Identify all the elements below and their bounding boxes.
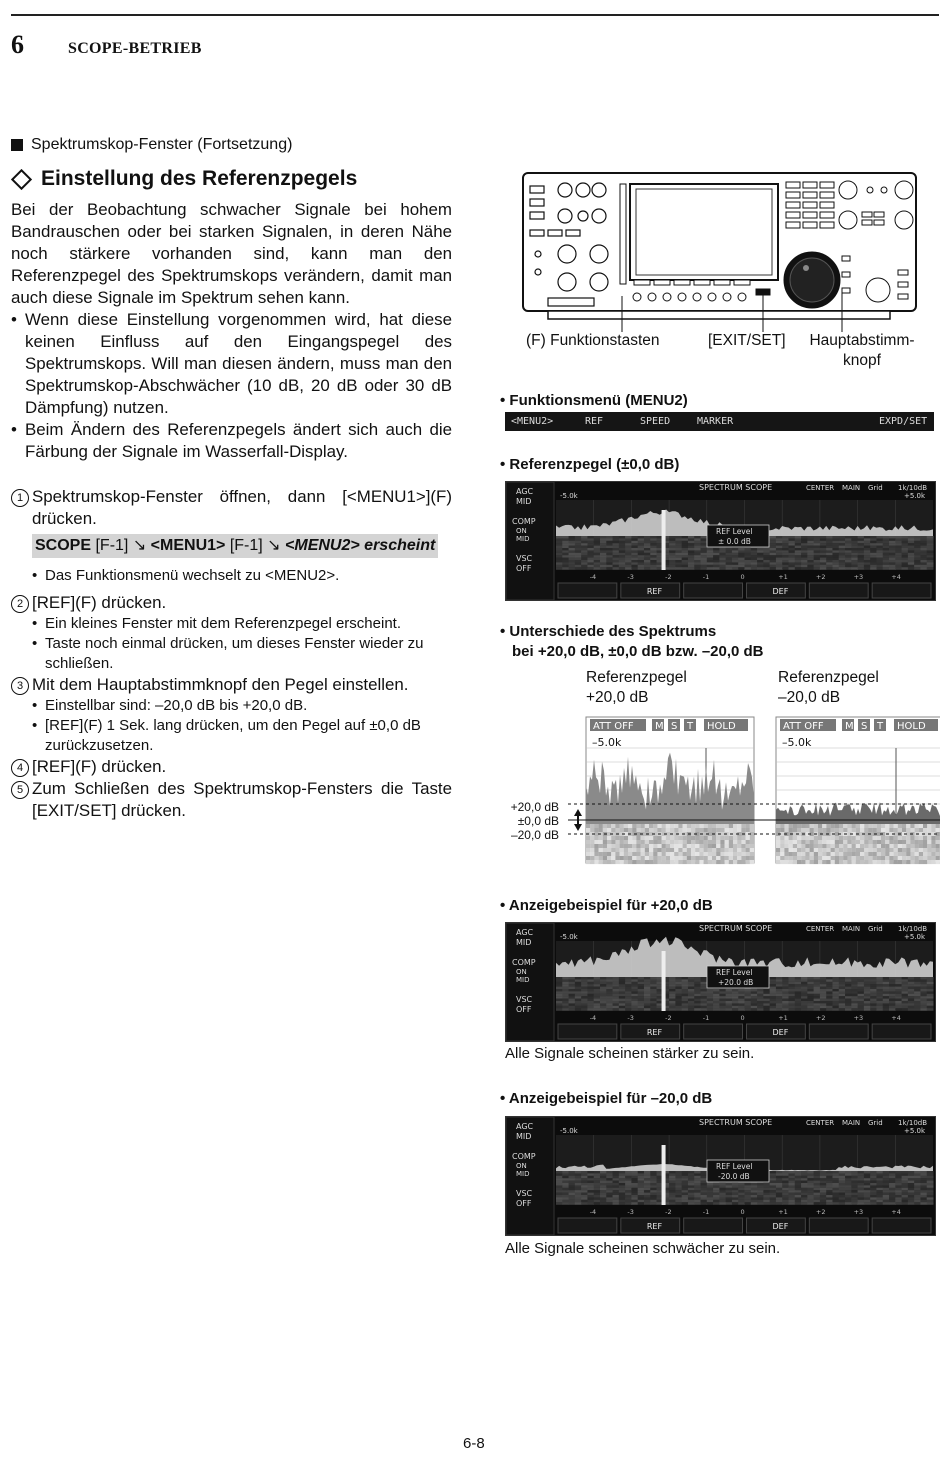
- level-plus-label: +20,0 dB: [510, 800, 559, 814]
- chapter-title: SCOPE-BETRIEB: [68, 40, 202, 57]
- agc-label: AGC: [516, 487, 534, 496]
- scope-screen-minus: [505, 1116, 936, 1236]
- freq-tick: -4: [589, 573, 597, 581]
- freq-tick: -1: [702, 1014, 710, 1022]
- vsc-label: VSC: [516, 995, 533, 1004]
- ref-heading: • Referenzpegel (±0,0 dB): [500, 456, 680, 473]
- ref-level-value: +20.0 dB: [718, 978, 754, 987]
- ref-level-label: REF Level: [716, 1162, 753, 1171]
- comp-label: COMP: [512, 958, 536, 967]
- grid-label: Grid: [868, 925, 883, 933]
- function-keys-label: (F) Funktionstasten: [526, 332, 660, 349]
- t-badge: T: [877, 721, 884, 732]
- def-button: DEF: [772, 1028, 789, 1037]
- freq-tick: -1: [702, 573, 710, 581]
- freq-tick: 0: [740, 1014, 745, 1022]
- header-rule: [11, 14, 939, 16]
- example-plus-heading: • Anzeigebeispiel für +20,0 dB: [500, 897, 713, 914]
- center-label: CENTER: [806, 925, 835, 933]
- intro-paragraph: Bei der Beobachtung schwacher Signale bei hohem Bandrauschen oder bei starken Signalen, in deren Nähe noch stärkere vorhanden sind, kann man den Referenzpegel des Spektrumskops verändern, damit man auch diese Signale im Spektrum sehen kann.: [11, 200, 452, 307]
- arrow-up-icon: [574, 809, 582, 816]
- ref-level-value: -20.0 dB: [718, 1172, 750, 1181]
- spectrum-comparison-diagram: [560, 716, 940, 866]
- menu2-key-speed[interactable]: SPEED: [640, 416, 671, 427]
- level-minus-label: –20,0 dB: [510, 828, 559, 842]
- span-label: –5.0k: [782, 736, 812, 749]
- scope-screen-zero: [505, 481, 936, 601]
- freq-tick: 0: [740, 573, 745, 581]
- menu2-key-ref[interactable]: REF: [585, 416, 604, 427]
- step-5: 5 Zum Schließen des Spektrumskop-Fensters die Taste [EXIT/SET] drücken.: [11, 778, 452, 822]
- freq-tick: +1: [778, 1014, 788, 1022]
- steps-list: [11, 486, 452, 822]
- step-4: 4 [REF](F) drücken.: [11, 756, 452, 778]
- step-note: • Einstellbar sind: –20,0 dB bis +20,0 dB.: [32, 697, 308, 714]
- ref-button: REF: [646, 1028, 663, 1037]
- diff-heading: • Unterschiede des Spektrums bei +20,0 dB, ±0,0 dB bzw. –20,0 dB: [500, 623, 764, 660]
- chapter-number: 6: [11, 30, 24, 59]
- left-span: -5.0k: [560, 1127, 578, 1135]
- freq-tick: -3: [627, 573, 634, 581]
- comp-on: ON: [516, 968, 527, 976]
- comp-label: COMP: [512, 1152, 536, 1161]
- agc-value: MID: [516, 497, 532, 506]
- def-button: DEF: [772, 1222, 789, 1231]
- bullet-item: • Wenn diese Einstellung vorgenommen wird, hat diese keinen Einfluss auf den Eingangspegel des Spektrumskops. Will man diesen ändern, muss man den Spektrumskop-Abschwächer (10 dB, 20 dB oder 30 dB Dämpfung) nutzen.: [11, 310, 452, 417]
- square-bullet-icon: [11, 139, 23, 151]
- t-badge: T: [687, 721, 694, 732]
- agc-label: AGC: [516, 928, 534, 937]
- ref-level-value: ± 0.0 dB: [718, 537, 751, 546]
- vsc-value: OFF: [516, 564, 532, 573]
- comp-value: MID: [516, 1170, 530, 1178]
- intro-bullets: [11, 309, 452, 463]
- freq-tick: -3: [627, 1208, 634, 1216]
- menu2-bar: [505, 412, 934, 431]
- subsection-title: Einstellung des Referenzpegels: [11, 167, 357, 191]
- freq-tick: -4: [589, 1014, 597, 1022]
- scale-label: 1k/10dB: [898, 925, 928, 933]
- freq-tick: +2: [815, 573, 826, 581]
- freq-tick: +4: [891, 1014, 901, 1022]
- freq-tick: +1: [778, 1208, 788, 1216]
- step-note: • [REF](F) 1 Sek. lang drücken, um den Pegel auf ±0,0 dB zurückzusetzen.: [32, 717, 421, 754]
- example-plus-caption: Alle Signale scheinen stärker zu sein.: [505, 1045, 755, 1062]
- freq-tick: +4: [891, 1208, 901, 1216]
- s-badge: S: [861, 721, 868, 732]
- s-badge: S: [671, 721, 678, 732]
- center-label: CENTER: [806, 1119, 835, 1127]
- diff-label-left: Referenzpegel +20,0 dB: [586, 669, 687, 706]
- left-span: -5.0k: [560, 933, 578, 941]
- freq-tick: +3: [853, 573, 864, 581]
- agc-value: MID: [516, 1132, 532, 1141]
- step-3: 3 Mit dem Hauptabstimmknopf den Pegel einstellen.: [11, 674, 452, 696]
- menu2-heading: • Funktionsmenü (MENU2): [500, 392, 688, 409]
- page-number: 6-8: [463, 1435, 485, 1452]
- step-1: 1 Spektrumskop-Fenster öffnen, dann [<MENU1>](F) drücken.: [11, 486, 452, 530]
- diff-label-right: Referenzpegel –20,0 dB: [778, 669, 879, 706]
- main-label: MAIN: [842, 1119, 861, 1127]
- vsc-label: VSC: [516, 554, 533, 563]
- main-label: MAIN: [842, 925, 861, 933]
- freq-tick: +3: [853, 1014, 864, 1022]
- main-dial-label: Hauptabstimm- knopf: [809, 332, 915, 369]
- freq-tick: +2: [815, 1014, 826, 1022]
- freq-tick: -2: [665, 1014, 672, 1022]
- vsc-label: VSC: [516, 1189, 533, 1198]
- arrow-down-icon: [574, 824, 582, 831]
- freq-tick: +3: [853, 1208, 864, 1216]
- exit-set-label: [EXIT/SET]: [708, 332, 786, 349]
- menu2-key-marker[interactable]: MARKER: [697, 416, 734, 427]
- center-label: CENTER: [806, 484, 835, 492]
- freq-tick: -4: [589, 1208, 597, 1216]
- right-span: +5.0k: [904, 933, 926, 941]
- freq-tick: -3: [627, 1014, 634, 1022]
- comp-value: MID: [516, 535, 530, 543]
- vsc-value: OFF: [516, 1199, 532, 1208]
- right-span: +5.0k: [904, 492, 926, 500]
- def-button: DEF: [772, 587, 789, 596]
- level-zero-label: ±0,0 dB: [517, 814, 559, 828]
- step-note: • Taste noch einmal drücken, um dieses Fenster wieder zu schließen.: [32, 635, 424, 672]
- main-label: MAIN: [842, 484, 861, 492]
- example-minus-caption: Alle Signale scheinen schwächer zu sein.: [505, 1240, 781, 1257]
- ref-button: REF: [646, 587, 663, 596]
- comp-on: ON: [516, 527, 527, 535]
- freq-tick: +1: [778, 573, 788, 581]
- menu2-key-expd-set[interactable]: EXPD/SET: [879, 416, 928, 427]
- span-label: –5.0k: [592, 736, 622, 749]
- bullet-item: • Beim Ändern des Referenzpegels ändert sich auch die Färbung der Signale im Wasserfall-Display.: [11, 420, 452, 461]
- scale-label: 1k/10dB: [898, 1119, 928, 1127]
- scale-label: 1k/10dB: [898, 484, 928, 492]
- grid-label: Grid: [868, 1119, 883, 1127]
- scope-screen-plus: [505, 922, 936, 1042]
- m-badge: M: [655, 721, 664, 732]
- left-span: -5.0k: [560, 492, 578, 500]
- step-2: 2 [REF](F) drücken.: [11, 592, 452, 614]
- scope-title: SPECTRUM SCOPE: [699, 1118, 773, 1127]
- freq-tick: +4: [891, 573, 901, 581]
- hold-badge: HOLD: [707, 721, 736, 732]
- ref-button: REF: [646, 1222, 663, 1231]
- m-badge: M: [845, 721, 854, 732]
- comp-value: MID: [516, 976, 530, 984]
- hold-badge: HOLD: [897, 721, 926, 732]
- section-title: Spektrumskop-Fenster (Fortsetzung): [11, 136, 292, 154]
- comp-label: COMP: [512, 517, 536, 526]
- scope-title: SPECTRUM SCOPE: [699, 483, 773, 492]
- scope-title: SPECTRUM SCOPE: [699, 924, 773, 933]
- menu2-key-menu2[interactable]: <MENU2>: [511, 416, 554, 427]
- right-span: +5.0k: [904, 1127, 926, 1135]
- att-badge: ATT OFF: [593, 721, 634, 732]
- vsc-value: OFF: [516, 1005, 532, 1014]
- command-sequence: SCOPE [F-1] ↘ <MENU1> [F-1] ↘ <MENU2> erscheint: [32, 534, 438, 558]
- att-badge: ATT OFF: [783, 721, 824, 732]
- ref-level-label: REF Level: [716, 968, 753, 977]
- freq-tick: -1: [702, 1208, 710, 1216]
- comp-on: ON: [516, 1162, 527, 1170]
- freq-tick: -2: [665, 1208, 672, 1216]
- agc-value: MID: [516, 938, 532, 947]
- freq-tick: 0: [740, 1208, 745, 1216]
- freq-tick: +2: [815, 1208, 826, 1216]
- step-note: • Das Funktionsmenü wechselt zu <MENU2>.: [32, 567, 340, 584]
- grid-label: Grid: [868, 484, 883, 492]
- freq-tick: -2: [665, 573, 672, 581]
- agc-label: AGC: [516, 1122, 534, 1131]
- example-minus-heading: • Anzeigebeispiel für –20,0 dB: [500, 1090, 713, 1107]
- step-note: • Ein kleines Fenster mit dem Referenzpegel erscheint.: [32, 615, 402, 632]
- ref-level-label: REF Level: [716, 527, 753, 536]
- diamond-icon: [11, 168, 32, 189]
- radio-front-panel-illustration: [522, 172, 918, 332]
